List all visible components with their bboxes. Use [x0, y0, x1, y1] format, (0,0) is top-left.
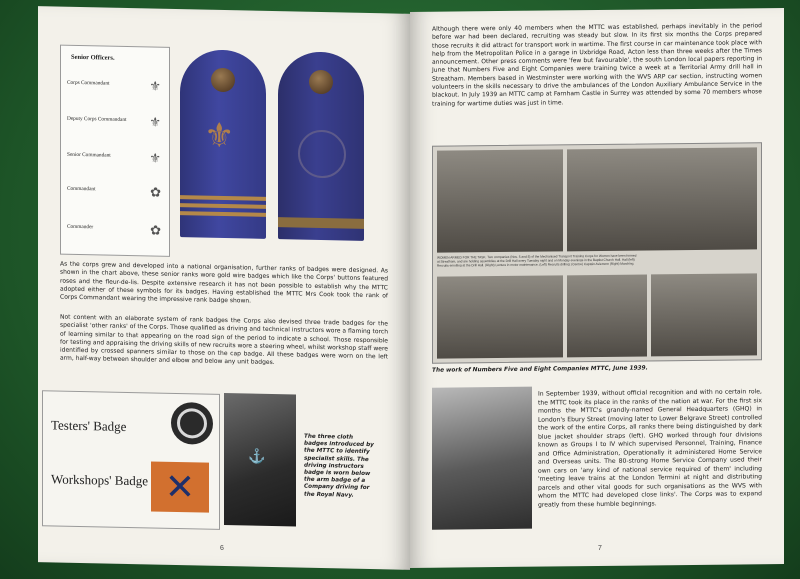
paragraph: As the corps grew and developed into a national organisation, further ranks of badges were designed. As shown in the chart above, these senior ranks wore gold wire badges which like the Corps' buttons featured roses and the fleur-de-lis. Despite extensive research it has not been possible to establish why the MTTC adopted either of these symbols for its badges. Having established the MTTC Mrs Cook took the rank of Corps Commandant wearing the impressive rank badge shown. [60, 260, 388, 305]
page-number: 7 [598, 544, 602, 552]
rank-label: Senior Commandant [67, 151, 111, 159]
strap-button [211, 68, 235, 93]
fleur-de-lis-icon: ⚜ [149, 150, 161, 166]
rose-icon: ✿ [150, 184, 161, 200]
recruits-enrolling-photo [437, 149, 563, 252]
newspaper-clipping-photo [432, 142, 762, 363]
rank-label: Commander [67, 223, 94, 231]
recruits-drilling-photo [437, 275, 563, 358]
fleur-de-lis-icon: ⚜ [149, 78, 161, 94]
crossed-spanners-badge-icon: ✕ [151, 461, 209, 512]
workshops-badge-label: Workshops' Badge [51, 471, 148, 489]
rank-row [67, 218, 163, 242]
photo-caption: The work of Numbers Five and Eight Companies MTTC, June 1939. [432, 365, 648, 374]
uniformed-women-photo [432, 387, 532, 530]
corps-commandant-shoulder-strap-photo [180, 49, 266, 239]
fleur-de-lis-icon: ⚜ [204, 116, 235, 156]
gold-braid-stripes [180, 191, 266, 229]
rose-icon: ✿ [150, 222, 161, 238]
embroidered-emblem [298, 130, 346, 179]
rank-row [67, 110, 163, 134]
page-number: 6 [220, 544, 224, 552]
rank-chart [60, 45, 170, 257]
rank-row [67, 146, 163, 170]
open-booklet [38, 10, 786, 566]
motor-maintenance-lecture-photo [567, 147, 757, 251]
torch-badge-icon: ⚓ [248, 447, 266, 464]
rank-row [67, 180, 163, 204]
steering-wheel-badge-icon [171, 402, 213, 445]
marching-photo [651, 273, 757, 356]
rank-label: Corps Commandant [67, 79, 110, 87]
figure-caption: The three cloth badges introduced by the MTTC to identify specialist skills. The driving instructors badge is worn below the arm badge of a Company driving for the Royal Navy. [304, 433, 374, 499]
captain-photo [567, 274, 647, 357]
newspaper-caption: WOMEN ARMED FOR THE TASK. Two companies (Nos. 5 and 8) of the Mechanised Transport Training Corps for Women have been formed at Streatham, and are holding assemblies at the Drill Hall every Tuesday night and on Monday evenings in the Baptist Church Hall. Hall (left) Recruits enrolling at the Drill Hall. (Right) Lecture in motor maintenance. (Left) Recruits drilling; (Centre) Captain Aviemore (Right) Marching. [437, 253, 637, 268]
rank-chart-title: Senior Officers. [71, 53, 115, 62]
rank-label: Deputy Corps Commandant [67, 115, 127, 123]
paragraph: Not content with an elaborate system of rank badges the Corps also devised three trade badges for the specialist 'other ranks' of the Corps. Those qualified as driving and technical instructors wore a flaming torch of learning similar to that appearing on the road sign of the period to indicate a school. Those responsible for testing and appraising the driving skills of new recruits wore a steering wheel, whilst workshop staff were identified by crossed spanners similar to those on the cap badge. All these badges were worn on the left arm, half-way between shoulder and elbow and below any unit badges. [60, 313, 388, 367]
fleur-de-lis-icon: ⚜ [149, 114, 161, 130]
gold-braid-stripe [278, 217, 364, 229]
left-page [38, 6, 410, 570]
rank-label: Commandant [67, 185, 96, 193]
right-page [410, 8, 784, 568]
strap-button [309, 70, 333, 95]
testers-badge-label: Testers' Badge [51, 417, 127, 434]
arm-badge-photo [224, 393, 296, 527]
paragraph: Although there were only 40 members when the MTTC was established, perhaps inevitably in the period before war had been declared, recruiting was steady but slow. In its first six months the Corps prepared those recruits it did attract for transport work in wartime. The first course in car maintenance took place with help from the Metropolitan Police in a garage in Uxbridge Road, Acton less than three weeks after the Times announcement. Other press comments were 'few but favourable', the south London local papers reporting in June that Numbers Five and Eight Companies were training twice a week at a Territorial Army drill hall in Streatham. Members based in Westminster were working with the WVS ARP car section, instructing women volunteers in the skills necessary to drive the ambulances of the London Auxiliary Ambulance Service in the blackout. In July 1939 an MTTC camp at Farnham Castle in Surrey was attended by some 70 members whose training for wartime duties was just in time. [432, 22, 762, 108]
rank-row [67, 74, 163, 98]
paragraph: In September 1939, without official recognition and with no certain role, the MTTC took its place in the ranks of the nation at war. For the first six months the MTTC's grandly-named General Headquarters (GHQ) in London's Ebury Street (moving later to Lower Belgrave Street) controlled the work of the entire Corps, all ranks there being distinguished by dark blue jacket shoulder straps (left). GHQ worked through four divisions known as Groups I to IV which supervised Personnel, Training, Finance and Office Administration, Operationally it administered Home Service and Overseas units. The 80-strong Home Service Company used their own cars on 'any kind of national service required of them' including 'meeting leave trains at the London Termini at night and distributing parcels and other vital goods for such organisations as the WVS with whom the MTTC had developed close links'. The Corps was to expand greatly from these humble beginnings. [538, 388, 762, 509]
trade-badges-figure [42, 390, 220, 530]
ghq-shoulder-strap-photo [278, 51, 364, 241]
